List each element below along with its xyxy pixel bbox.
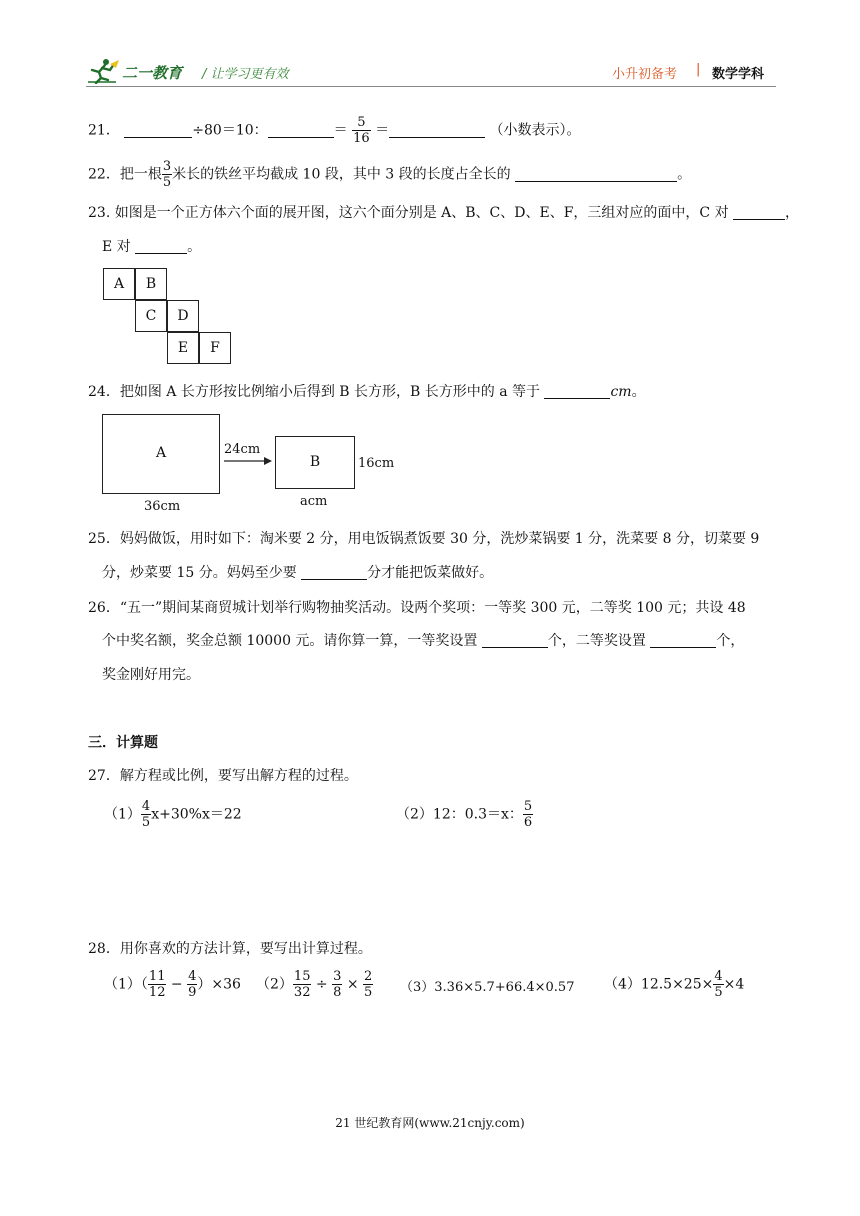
- q24-blank[interactable]: [544, 384, 610, 399]
- q21-blank-3[interactable]: [389, 123, 485, 138]
- q23-text-1: 23. 如图是一个正方体六个面的展开图，这六个面分别是 A、B、C、D、E、F，三组对应的面中，C 对: [88, 205, 729, 221]
- q23-blank-c[interactable]: [733, 205, 785, 220]
- q28-p2-fraction-2: $\frac{3}{8}$: [333, 969, 342, 1000]
- q22-blank[interactable]: [515, 167, 677, 182]
- q28-p2-label: （2）: [256, 976, 293, 993]
- q24-number: 24．: [88, 384, 120, 400]
- question-28-part-3: [400, 976, 574, 995]
- q23-text-1-end: ，: [785, 205, 800, 221]
- question-28-stem: [88, 938, 372, 958]
- q21-text-2: ＝: [333, 122, 348, 139]
- q28-p4-end: ×4: [723, 976, 745, 993]
- rectangle-a-width-label: 36cm: [144, 499, 181, 514]
- right-arrow-icon: [224, 456, 272, 466]
- q27-p2-fraction: $\frac{5}{6}$: [523, 799, 533, 830]
- q22-text-2: 米长的铁丝平均截成 10 段，其中 3 段的长度占全长的: [172, 166, 511, 183]
- cube-face-f: F: [199, 332, 231, 364]
- q26-text-3: 个，二等奖设置: [547, 633, 646, 649]
- q24-unit: cm: [610, 384, 632, 400]
- rectangle-b-height-label: 16cm: [358, 456, 395, 471]
- question-27-part-2: [396, 800, 533, 829]
- question-26-line-3: [102, 664, 200, 684]
- q28-p1-fraction-2: $\frac{4}{9}$: [188, 969, 197, 1000]
- q24-end: 。: [631, 384, 646, 400]
- q25-text-2: 分，炒菜要 15 分。妈妈至少要: [102, 565, 297, 581]
- q28-p1-fraction-1: $\frac{11}{12}$: [148, 969, 166, 1000]
- question-25-line-1: [88, 528, 759, 548]
- question-28-part-2: [256, 970, 373, 999]
- q26-text-5: 奖金刚好用完。: [102, 667, 200, 683]
- section-title: 三．计算题: [88, 735, 158, 751]
- question-21: [88, 116, 581, 145]
- q28-p1-end: ）×36: [197, 976, 241, 993]
- q28-p1-minus: −: [170, 976, 183, 993]
- q28-p2-fraction-3: $\frac{2}{5}$: [364, 969, 373, 1000]
- q28-p1-label: （1）（: [104, 976, 148, 993]
- q25-blank[interactable]: [301, 565, 367, 580]
- header-slogan: / 让学习更有效: [202, 67, 289, 82]
- q22-number: 22．: [88, 166, 120, 183]
- logo-runner-icon: [86, 58, 120, 84]
- q26-blank-first-prize[interactable]: [482, 633, 548, 648]
- question-27-part-1: [104, 800, 242, 829]
- header: [86, 56, 776, 86]
- rectangle-b-width-label: acm: [300, 494, 328, 509]
- question-24: [88, 381, 646, 401]
- q23-text-2-end: 。: [187, 239, 202, 255]
- cube-face-a: A: [103, 268, 135, 300]
- question-26-line-1: [88, 597, 746, 617]
- question-22: [88, 160, 691, 189]
- q28-p2-fraction-1: $\frac{15}{32}$: [293, 969, 311, 1000]
- q28-p4-label: （4）12.5×25×: [604, 976, 714, 993]
- q21-text-1: ÷80＝10：: [192, 122, 268, 139]
- question-28-part-4: [604, 970, 744, 999]
- question-27-stem: [88, 765, 358, 785]
- logo-text: 二一教育: [122, 64, 183, 82]
- rectangle-b: B: [275, 436, 355, 489]
- q27-stem: 27．解方程或比例，要写出解方程的过程。: [88, 768, 358, 784]
- q21-fraction: $\frac{5}{16}$: [353, 115, 370, 146]
- q22-text-1: 把一根: [119, 166, 162, 183]
- header-rule: [86, 86, 776, 87]
- q21-blank-1[interactable]: [124, 123, 192, 138]
- cube-face-d: D: [167, 300, 199, 332]
- q28-p3: （3）3.36×5.7+66.4×0.57: [400, 980, 575, 995]
- q25-text-3: 分才能把饭菜做好。: [367, 565, 494, 581]
- q21-blank-2[interactable]: [268, 123, 334, 138]
- q28-p2-op-2: ×: [346, 976, 359, 993]
- q27-p1-rest: x+30%x＝22: [151, 806, 242, 823]
- arrow-label: 24cm: [224, 442, 261, 457]
- header-subject: 数学学科: [712, 67, 765, 82]
- cube-face-b: B: [135, 268, 167, 300]
- q21-text-3: ＝: [375, 122, 390, 139]
- q26-text-4: 个，: [716, 633, 745, 649]
- cube-face-e: E: [167, 332, 199, 364]
- q23-blank-e[interactable]: [135, 239, 187, 254]
- q26-text-2: 个中奖名额，奖金总额 10000 元。请你算一算，一等奖设置: [102, 633, 478, 649]
- page-footer: 21 世纪教育网(www.21cnjy.com): [335, 1116, 525, 1130]
- q21-number: 21．: [88, 122, 120, 139]
- q27-p1-fraction: $\frac{4}{5}$: [141, 799, 151, 830]
- q24-text: 把如图 A 长方形按比例缩小后得到 B 长方形，B 长方形中的 a 等于: [119, 384, 541, 400]
- q21-text-4: （小数表示）。: [489, 122, 581, 139]
- question-28-part-1: [104, 970, 241, 999]
- q28-p2-op-1: ÷: [315, 976, 328, 993]
- cube-face-c: C: [135, 300, 167, 332]
- rectangle-a: A: [102, 414, 220, 494]
- q23-text-2: E 对: [102, 239, 131, 255]
- q25-text-1: 25．妈妈做饭，用时如下：淘米要 2 分，用电饭锅煮饭要 30 分，洗炒菜锅要 1 分，洗菜要 8 分，切菜要 9: [88, 531, 760, 547]
- q28-p4-fraction: $\frac{4}{5}$: [714, 969, 723, 1000]
- q22-text-3: 。: [677, 166, 692, 183]
- q28-stem: 28．用你喜欢的方法计算，要写出计算过程。: [88, 941, 372, 957]
- q26-blank-second-prize[interactable]: [650, 633, 716, 648]
- header-category: 小升初备考: [612, 67, 678, 82]
- question-26-line-2: [102, 630, 744, 650]
- q27-p2-label: （2）12：0.3＝x：: [396, 806, 523, 823]
- question-23-line-1: [88, 202, 799, 222]
- header-separator: |: [696, 62, 701, 77]
- question-23-line-2: [102, 236, 201, 256]
- q26-text-1: 26．“五一”期间某商贸城计划举行购物抽奖活动。设两个奖项：一等奖 300 元，二等奖 100 元；共设 48: [88, 600, 746, 616]
- q27-p1-label: （1）: [104, 806, 141, 823]
- q22-fraction: $\frac{3}{5}$: [162, 159, 172, 190]
- question-25-line-2: [102, 562, 493, 582]
